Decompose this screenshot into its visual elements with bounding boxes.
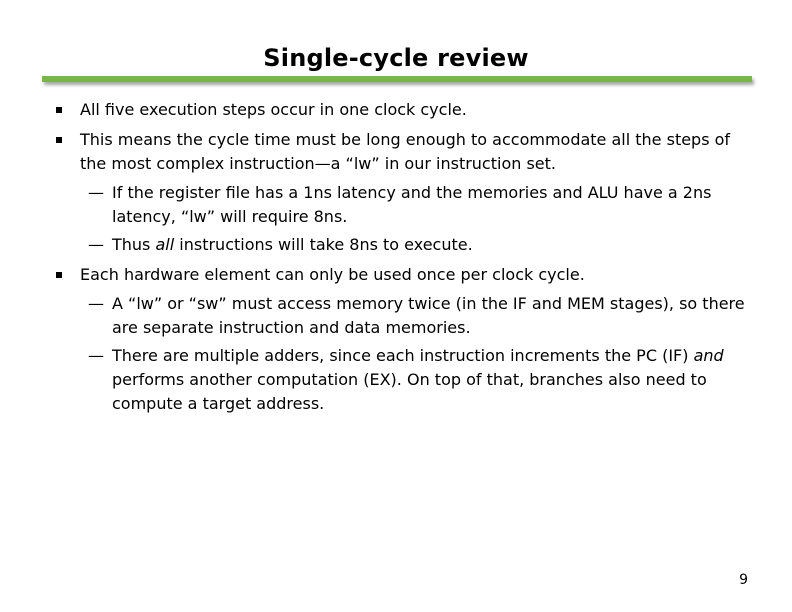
- title-underline: [42, 76, 752, 82]
- sub-bullet-text: There are multiple adders, since each instruction increments the PC (IF): [112, 346, 694, 365]
- sub-bullet-item: [88, 292, 752, 340]
- page-number: 9: [739, 572, 748, 588]
- emphasis-text: all: [155, 235, 175, 254]
- bullet-text: This means the cycle time must be long enough to accommodate all the steps of the most complex instruction—a “lw” in our instruction set.: [80, 130, 731, 173]
- sub-bullet-item: [88, 181, 752, 229]
- bullet-text: Each hardware element can only be used once per clock cycle.: [80, 265, 585, 284]
- sub-bullet-text: performs another computation (EX). On top of that, branches also need to compute a target address.: [112, 370, 707, 413]
- dash-bullet-icon: —: [88, 235, 104, 254]
- emphasis-text: and: [693, 346, 724, 365]
- sub-bullet-text: A “lw” or “sw” must access memory twice (in the IF and MEM stages), so there are separate instruction and data memories.: [112, 294, 745, 337]
- dash-bullet-icon: —: [88, 294, 104, 313]
- sub-bullet-item: [88, 344, 752, 416]
- sub-bullet-text: If the register file has a 1ns latency and the memories and ALU have a 2ns latency, “lw” will require 8ns.: [112, 183, 712, 226]
- bullet-item: [80, 98, 750, 122]
- square-bullet-icon: [56, 137, 62, 143]
- sub-bullet-item: [88, 233, 752, 257]
- square-bullet-icon: [56, 107, 62, 113]
- bullet-item: [80, 128, 750, 176]
- square-bullet-icon: [56, 272, 62, 278]
- dash-bullet-icon: —: [88, 183, 104, 202]
- slide-title: Single-cycle review: [263, 44, 529, 72]
- sub-bullet-text: instructions will take 8ns to execute.: [174, 235, 473, 254]
- sub-bullet-text: Thus: [112, 235, 156, 254]
- bullet-text: All five execution steps occur in one clock cycle.: [80, 100, 467, 119]
- dash-bullet-icon: —: [88, 346, 104, 365]
- bullet-item: [80, 263, 750, 287]
